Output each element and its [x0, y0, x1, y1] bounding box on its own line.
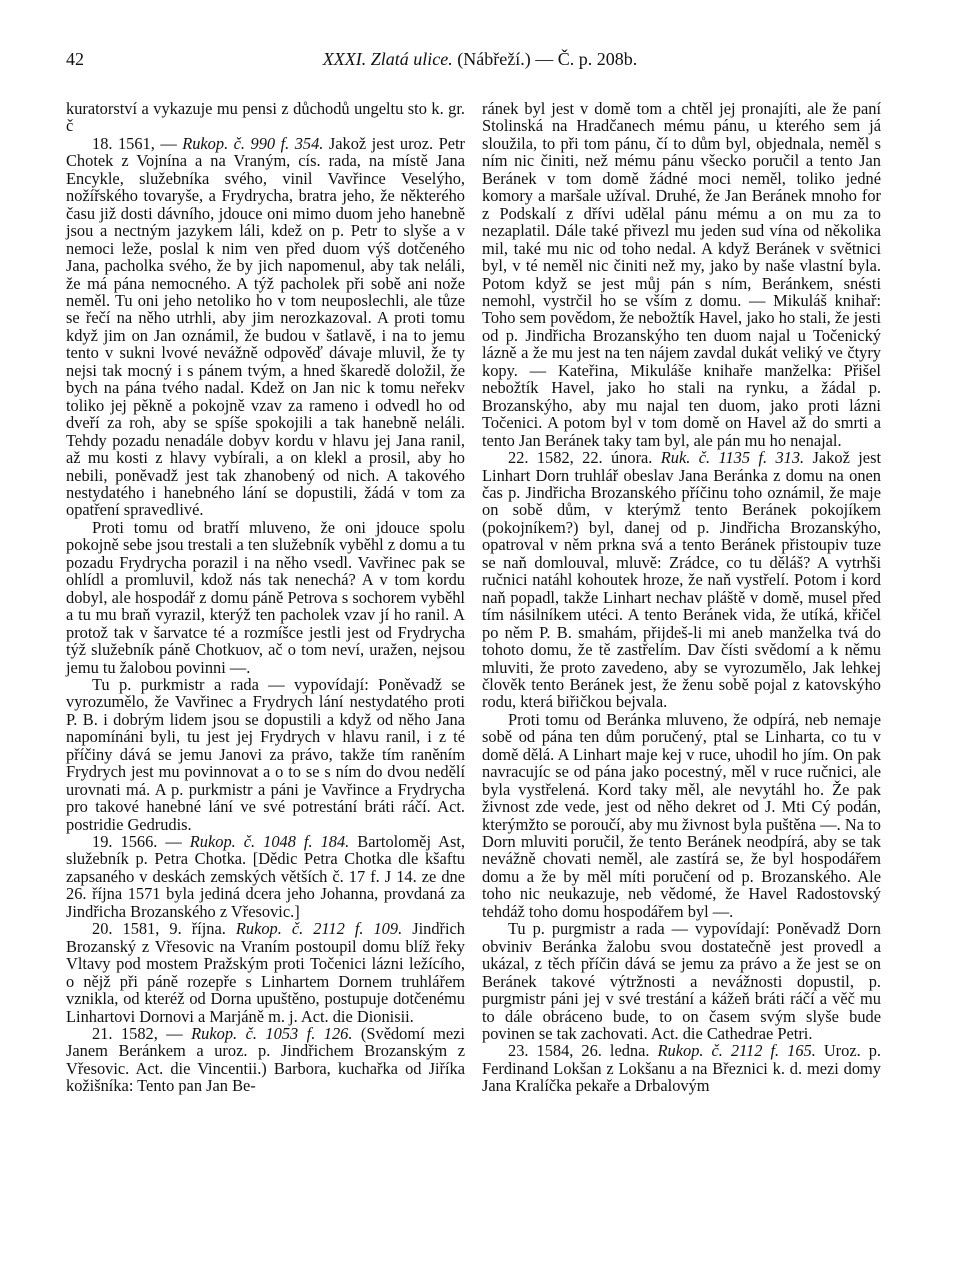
paragraph-text: Tu p. purgmistr a rada — vypovídají: Poněvadž Dorn obviniv Beránka žalobu svou dostatečně jest provedl a ukázal, z těch příčin dává se jemu za právo a že jest se on Beránek takové výtržnosti a nevážnosti dopustil, p. purgmistr páni jej v své trestání a kážeň bráti ráčí a věč mu to dále obráceno bude, to on časem svým slyše bude povinen se tak zachovati. Act. die Cathedrae Petri.	[482, 919, 881, 1044]
entry-text: (Svědomí mezi Janem Beránkem a uroz. p. Jindřichem Brozanským z Vřesovic. Act. die Vincentii.) Barbora, kuchařka od Jiříka kožišníka: Tento pan Jan Be-	[66, 1024, 465, 1096]
entry-number-date: 19. 1566. —	[92, 832, 190, 852]
page-header	[66, 46, 894, 76]
entry-number-date: 21. 1582, —	[92, 1024, 192, 1044]
page-number: 42	[66, 49, 84, 69]
manuscript-reference: Rukop. č. 1053 f. 126.	[191, 1024, 353, 1044]
entry-text: Jakož jest Linhart Dorn truhlář obeslav Jana Beránka z domu na onen čas p. Jindřicha Brozanského příčinu toho oznámil, že maje on sobě dům, v kterýmž tento Beránek pokojíkem (pokojníkem?) byl, danej od p. Jindřicha Brozanskýho, opatroval v něm prkna svá a tento Beránek přistoupiv tuze se naň domlouval, mluvě: Zrádce, co tu děláš? A vytrhši ručnici natáhl kohoutek hroze, že naň vystřelí. Potom i kord naň popadl, takže Linhart nechav pláště v domě, musel před tím násilníkem utéci. A tento Beránek vida, že utíká, křičel po něm P. B. smahám, přijdeš-li mi aneb manželka tvá do tohoto domu, že tě zastřelím. Dav čísti svědomí a k němu mluviti, že proto zavedeno, aby se vyrozumělo, Jak lehkej člověk tento Beránek jest, že ženu sobě pojal z katovskýho rodu, která biřičkou bejvala.	[482, 448, 882, 712]
entry-text: Jakož jest uroz. Petr Chotek z Vojnína a na Vraným, cís. rada, na místě Jana Encykle, služebníka svého, vinil Vavřince Veselýho, nožířského tovaryše, a Frydrycha, bratra jeho, že některého času již dosti dávního, jdouce oni mimo duom jeho hanebně jsou a nectným jazykem láli, kdež on p. Petr to slyše a v nemoci leže, poslal k nim ven před duom výš dotčeného Jana, pacholka svého, že by jich napomenul, aby tak neláli, že má pána nemocného. A týž pacholek při sobě ani nože neměl. Tu oni jeho netoliko ho v tom neuposlechli, ale tůze se řečí na něho utrhli, aby jim nerozkazoval. A proti tomu když jim on Jan oznámil, že budou v šatlavě, i na to jemu tento v sukni lvové nevážně odpověď dávaje mluvil, že ty nejsi tak mocný i s pánem tvým, a hned škaredě doložil, že bych na pána tvého nadal. Kdež on Jan nic k tomu neřekv toliko jej pěkně a pokojně vzav za rameno i odvedl ho od dveří za roh, aby se spíše spokojili a tak hanebně neláli. Tehdy pozadu nenadále dobyv kordu v hlavu jej Jana ranil, až mu kosti z hlavy vybírali, a on klekl a prosil, aby ho nebili, poněvadž jest tak zhanobený od nich. A takového nestydatého i hanebného lání se dopustili, žádá v tom za opatření spravedlivé.	[66, 133, 466, 520]
manuscript-reference: Rukop. č. 990 f. 354.	[182, 133, 324, 153]
paragraph	[482, 711, 881, 920]
manuscript-reference: Rukop. č. 2112 f. 109.	[235, 919, 403, 939]
entry-number-date: 23. 1584, 26. ledna.	[508, 1041, 658, 1061]
entry-number-date: 22. 1582, 22. února.	[508, 448, 661, 468]
right-column	[482, 100, 881, 1095]
paragraph-text: Proti tomu od Beránka mluveno, že odpírá, neb nemaje sobě od pána ten dům poručený, ptal se Linharta, co tu v domě dělá. A Linhart maje kej v ruce, uhodil ho jím. On pak navracujíc se od pána jako pocestný, měl v ruce ručnici, ale byla vystřelená. Kord taky měl, ale nevytáhl ho. Že pak živnost zde vede, jest od něho dekret od J. Mti Cý podán, kterýmžto se poroučí, aby mu živnost byla puštěna —. Na to Dorn mluviti poručil, že tento Beránek neodpírá, aby se tak nevážně chovati neměl, ale zastírá se, že byl hospodářem domu a že by měl míti poručení od p. Brozanského. Ale toho nic neukazuje, neb vědomé, že Havel Radostovský tehdáž toho domu hospodářem byl —.	[482, 709, 881, 921]
paragraph	[66, 519, 465, 676]
left-column	[66, 100, 465, 1095]
entry-text: Uroz. p. Ferdinand Lokšan z Lokšanu a na Březnici k. d. mezi domy Jana Kralíčka pekaře a Drbalovým	[482, 1041, 881, 1096]
paragraph	[482, 920, 881, 1042]
entry-text: Jindřich Brozanský z Vřesovic na Vraním postoupil domu blíž řeky Vltavy pod mostem Pražským proti Točenici lázni ležícího, o nějž při páně rozepře s Linhartem Dornem truhlářem vznikla, od kteréž od Dorna upuštěno, postupuje dotčenému Linhartovi Dornovi a Marjáně m. j. Act. die Dionisii.	[66, 919, 465, 1026]
continuation-paragraph	[66, 100, 465, 135]
entry-text: Bartoloměj Ast, služebník p. Petra Chotka. [Dědic Petra Chotka dle kšaftu zapsaného v deskách zemských větších č. 17 f. J 14. ze dne 26. října 1571 byla jediná dcera jeho Johanna, provdaná za Jindřicha Brozanského z Vřesovic.]	[66, 832, 465, 921]
manuscript-reference: Rukop. č. 1048 f. 184.	[189, 832, 350, 852]
entry-number-date: 18. 1561, —	[92, 133, 183, 153]
record-entry	[66, 920, 465, 1025]
record-entry	[66, 1025, 465, 1095]
running-title-italic: XXXI. Zlatá ulice.	[322, 49, 453, 69]
running-title	[66, 46, 894, 72]
manuscript-reference: Ruk. č. 1135 f. 313.	[660, 448, 805, 468]
record-entry	[66, 135, 465, 519]
paragraph-text: kuratorství a vykazuje mu pensi z důchodů ungeltu sto k. gr. č	[66, 99, 465, 136]
manuscript-reference: Rukop. č. 2112 f. 165.	[657, 1041, 816, 1061]
continuation-paragraph	[482, 100, 881, 449]
entry-number-date: 20. 1581, 9. října.	[92, 919, 236, 939]
record-entry	[482, 1042, 881, 1094]
paragraph-text: Tu p. purkmistr a rada — vypovídají: Poněvadž se vyrozumělo, že Vavřinec a Frydrych lání nestydatého proti P. B. i dobrým lidem jsou se dopustili a když od něho Jana napomínáni byli, tu jest jej Frydrych v hlavu ranil, i z té příčiny dává se jemu Janovi za právo, takže tím raněním Frydrych jest mu povinnovat a o to se s ním do dvou nedělí urovnati má. A p. purkmistr a páni je Vavřince a Frydrycha pro takové hanebné lání ve své potrestání bráti ráčí. Act. postridie Gedrudis.	[66, 674, 465, 834]
record-entry	[482, 449, 881, 711]
paragraph-text: ránek byl jest v domě tom a chtěl jej pronajíti, ale že paní Stolinská na Hradčanech mému pánu, u kterého sem já sloužila, to při tom pánu, čí to dům byl, objednala, neměl s ním nic činiti, než mému pánu všecko poručil a tento Jan Beránek v tom domě žádné moci neměl, toliko jedné komory a maršale užíval. Druhé, že Jan Beránek mnoho for z Podskalí z dřívi udělal pánu mému a on mu za to nezaplatil. Dále také přivezl mu jeden sud vína od několika mil, také mu nic od toho nedal. A když Beránek v světnici byl, v té neměl nic činiti než my, jako by naše vlastní byla. Potom když se jest můj pán s ním, Beránkem, snésti nemohl, vystrčil ho se vším z domu. — Mikuláš knihař: Toho sem povědom, že nebožtík Havel, jako ho stali, že jesti od p. Jindřicha Brozanskýho ten duom najal u Točenický lázně a že mu jest na ten nájem zavdal dukát veliký ve čtyry kopy. — Kateřina, Mikuláše knihaře manželka: Přišel nebožtík Havel, jako ho stali na rynku, a žádal p. Brozanskýho, aby mu najal ten duom, jako proti lázni Točenici. A potom byl v tom domě on Havel až do smrti a tento Jan Beránek taky tam byl, ale pán mu ho nenajal.	[482, 99, 881, 450]
paragraph	[66, 676, 465, 833]
running-title-rest: (Nábřeží.) — Č. p. 208b.	[452, 49, 638, 69]
record-entry	[66, 833, 465, 920]
paragraph-text: Proti tomu od bratří mluveno, že oni jdouce spolu pokojně sebe jsou trestali a ten služebník vyběhl z domu a tu pozadu Frydrycha porazil i na něho vsedl. Vavřinec pak se ohlídl a promluvil, kdož nás tak nenechá? A v tom kordu dobyl, ale hospodář z domu páně Petrova s sochorem vyběhl a tu mu braň vyrazil, kterýž ten pacholek vzav jí ho ranil. A protož tak v šarvatce té a rozmíšce jestli jest od Frydrycha týž služebník páně Chotkuov, ač o tom neví, uražen, nejsou jemu tu žalobou povinni —.	[66, 517, 465, 677]
